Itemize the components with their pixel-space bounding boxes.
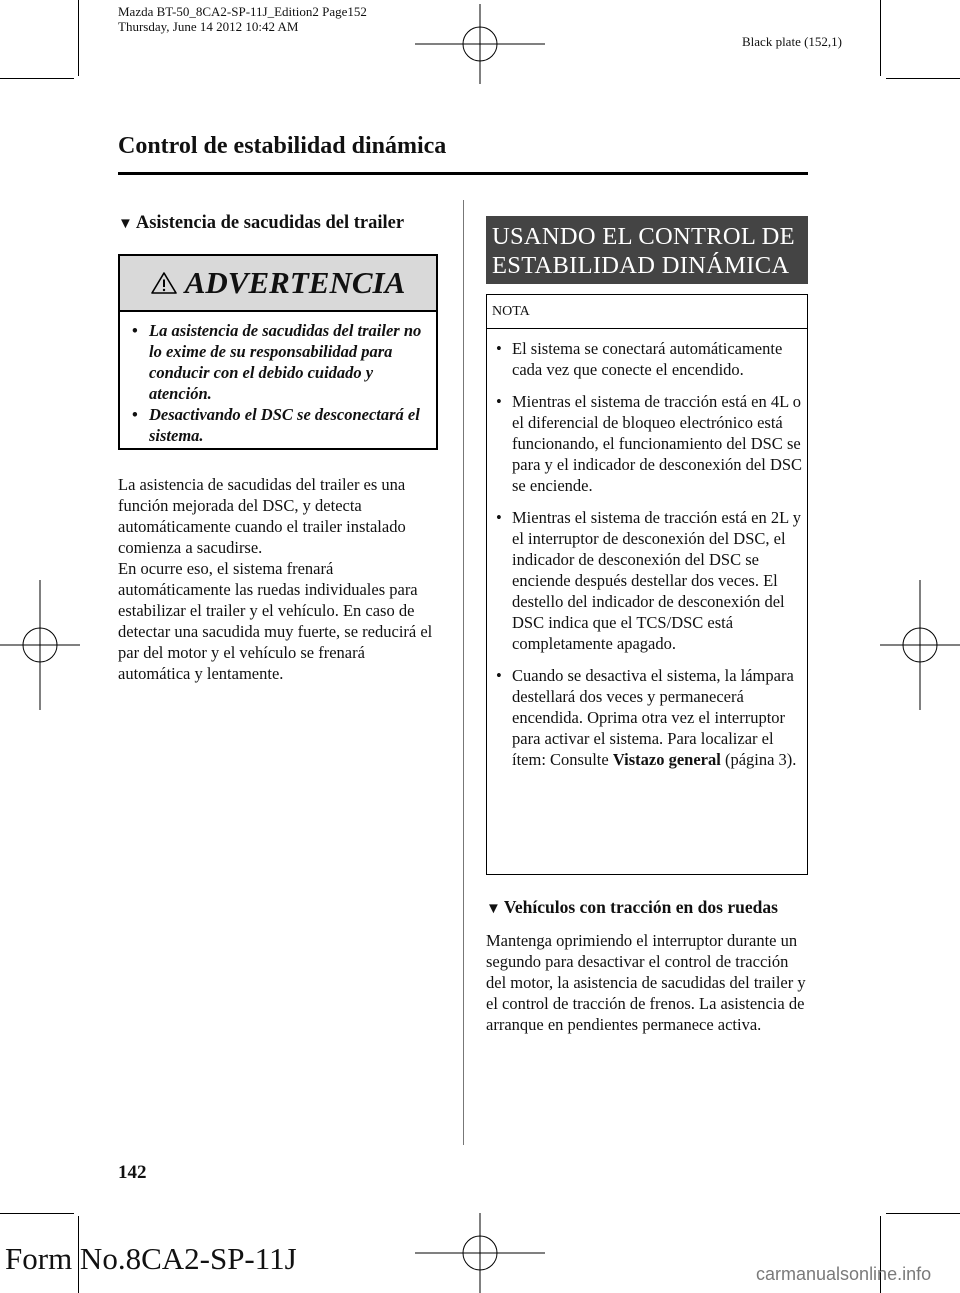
print-meta-line1: Mazda BT-50_8CA2-SP-11J_Edition2 Page152	[118, 4, 367, 19]
right-paragraph: Mantenga oprimiendo el interruptor durante un segundo para desactivar el control de tracción del motor, la asistencia de sacudidas del trailer y el control de tracción de frenos. La asistencia de arranque en pendientes permanece activa.	[486, 931, 806, 1034]
warning-header	[120, 256, 436, 312]
crop-mark	[0, 78, 74, 79]
note-item: • El sistema se conectará automáticamente cada vez que conecte el encendido.	[496, 338, 803, 380]
warning-triangle-icon	[151, 271, 177, 295]
left-paragraph-1: La asistencia de sacudidas del trailer es una función mejorada del DSC, y detecta automáticamente cuando el trailer instalado comienza a sacudirse.	[118, 475, 406, 557]
left-subheading	[118, 213, 404, 234]
crop-mark	[886, 1213, 960, 1214]
triangle-down-icon: ▼	[118, 216, 133, 232]
note-item: • Mientras el sistema de tracción está en 2L y el interruptor de desconexión del DSC, el indicador de desconexión del DSC se enciende después destellar dos veces. El destello del indicador de desconexión del DSC indica que el TCS/DSC está completamente apagado.	[496, 507, 803, 654]
plate-label: Black plate (152,1)	[742, 34, 842, 49]
right-subheading	[486, 897, 778, 918]
column-divider	[463, 200, 464, 1145]
note-item: • Mientras el sistema de tracción está en 4L o el diferencial de bloqueo electrónico está funcionando, el funcionamiento del DSC se para y el indicador de desconexión del DSC se enciende.	[496, 391, 803, 496]
warning-list	[120, 320, 436, 446]
left-subheading-text: Asistencia de sacudidas del trailer	[135, 213, 405, 233]
form-number: Form No.8CA2-SP-11J	[5, 1241, 297, 1276]
section-title: Control de estabilidad dinámica	[118, 133, 447, 159]
registration-mark-right	[880, 580, 960, 710]
print-meta	[118, 4, 367, 34]
registration-mark-bottom	[415, 1213, 545, 1293]
warning-title: ADVERTENCIA	[184, 265, 406, 300]
crop-mark	[0, 1213, 74, 1214]
banner-line-2: ESTABILIDAD DINÁMICA	[492, 252, 790, 279]
section-banner	[486, 216, 808, 284]
page-reference-link[interactable]: Vistazo general	[612, 750, 721, 769]
warning-box	[118, 254, 438, 450]
registration-mark-left	[0, 580, 80, 710]
registration-mark-top	[415, 4, 545, 84]
note-item-text: Cuando se desactiva el sistema, la lámpara destellará dos veces y permanecerá encendida. Oprima otra vez el interruptor para activar el sistema. Para localizar el ítem: Consulte	[512, 666, 794, 769]
note-title: NOTA	[487, 295, 807, 329]
triangle-down-icon: ▼	[486, 901, 501, 917]
note-box	[486, 294, 808, 875]
note-item-suffix: (página 3).	[724, 750, 797, 769]
crop-mark	[78, 0, 79, 76]
left-paragraph-2: En ocurre eso, el sistema frenará automáticamente las ruedas individuales para estabilizar el trailer y el vehículo. En caso de detectar una sacudida muy fuerte, se reducirá el par del motor y el vehículo se frenará automática y lentamente.	[118, 559, 433, 683]
warning-item: • Desactivando el DSC se desconectará el sistema.	[132, 404, 428, 446]
right-subheading-text: Vehículos con tracción en dos ruedas	[503, 897, 778, 917]
note-list	[487, 329, 807, 770]
watermark: carmanualsonline.info	[756, 1264, 932, 1284]
title-rule	[118, 172, 808, 175]
crop-mark	[886, 78, 960, 79]
banner-line-1: USANDO EL CONTROL DE	[492, 223, 795, 250]
note-item	[496, 665, 803, 770]
page-number: 142	[118, 1162, 147, 1183]
crop-mark	[880, 0, 881, 76]
warning-item: • La asistencia de sacudidas del trailer no lo exime de su responsabilidad para conducir con el debido cuidado y atención.	[132, 320, 428, 404]
left-body	[118, 474, 440, 684]
print-meta-line2: Thursday, June 14 2012 10:42 AM	[118, 19, 299, 34]
